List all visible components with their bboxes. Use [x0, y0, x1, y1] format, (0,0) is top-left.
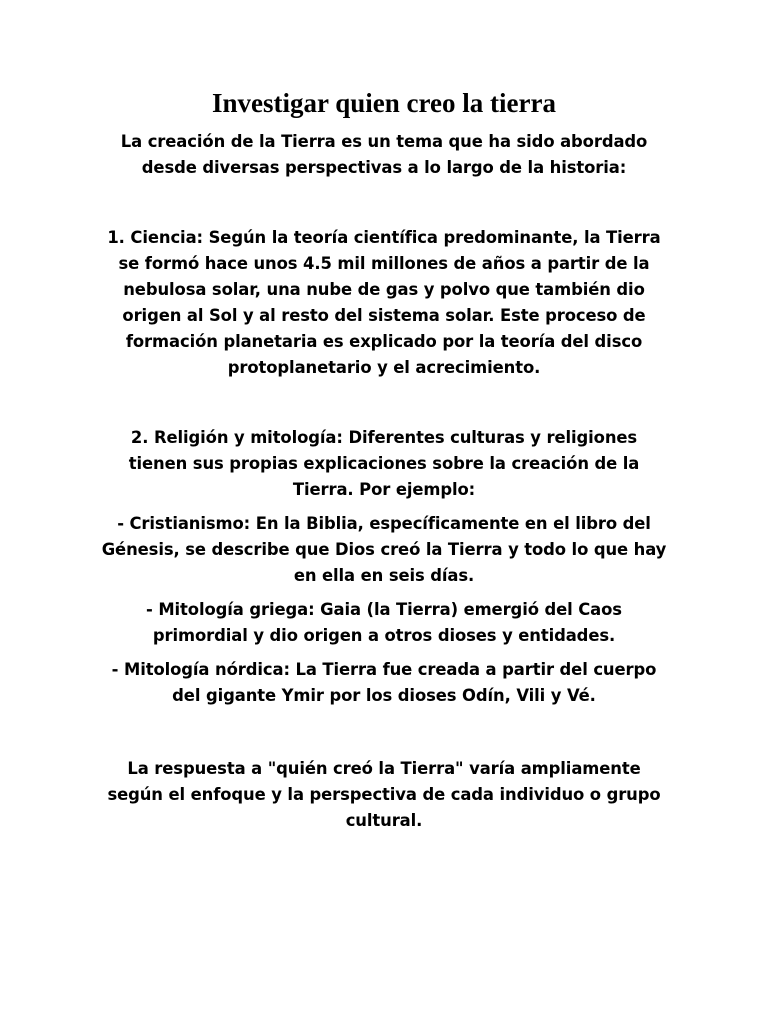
ciencia-paragraph: 1. Ciencia: Según la teoría científica predominante, la Tierra se formó hace unos 4.5 mil millones de años a partir de la nebulosa solar, una nube de gas y polvo que también dio origen al Sol y al resto del sistema solar. Este proceso de formación planetaria es explicado por la teoría del disco protoplanetario y el acrecimiento. — [107, 228, 661, 377]
religion-paragraph: 2. Religión y mitología: Diferentes culturas y religiones tienen sus propias explicaciones sobre la creación de la Tierra. Por ejemplo: — [128, 428, 640, 499]
mitologia-nordica-paragraph: - Mitología nórdica: La Tierra fue creada a partir del cuerpo del gigante Ymir por los dioses Odín, Vili y Vé. — [111, 660, 657, 705]
intro-paragraph: La creación de la Tierra es un tema que ha sido abordado desde diversas perspectivas a lo largo de la historia: — [120, 132, 648, 177]
document-title: Investigar quien creo la tierra — [212, 88, 556, 118]
conclusion-paragraph: La respuesta a "quién creó la Tierra" varía ampliamente según el enfoque y la perspectiva de cada individuo o grupo cultural. — [107, 759, 661, 830]
cristianismo-paragraph: - Cristianismo: En la Biblia, específicamente en el libro del Génesis, se describe que Dios creó la Tierra y todo lo que hay en ella en seis días. — [101, 514, 667, 585]
mitologia-griega-paragraph: - Mitología griega: Gaia (la Tierra) emergió del Caos primordial y dio origen a otros dioses y entidades. — [146, 600, 622, 645]
